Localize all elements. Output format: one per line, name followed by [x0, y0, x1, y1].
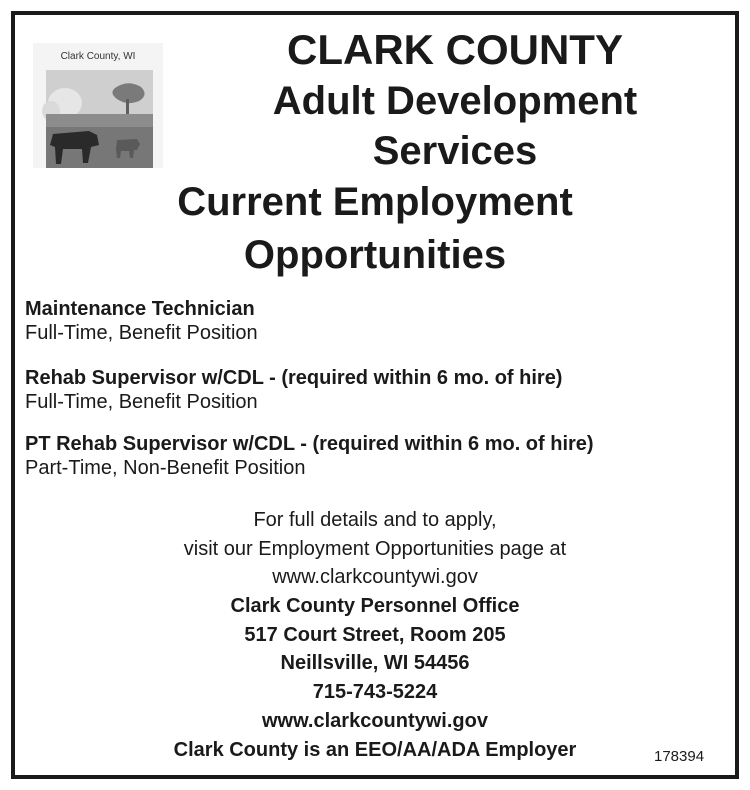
- job-title: Maintenance Technician: [25, 298, 255, 320]
- contact-phone: 715-743-5224: [312, 681, 438, 703]
- apply-website-link[interactable]: www.clarkcountywi.gov: [272, 566, 478, 588]
- ad-number: 178394: [654, 748, 705, 765]
- job-listing: [25, 432, 594, 480]
- contact-office: Clark County Personnel Office: [230, 595, 520, 617]
- job-listing: [25, 297, 258, 345]
- job-title: PT Rehab Supervisor w/CDL - (required within 6 mo. of hire): [25, 433, 594, 455]
- title-clark-county: CLARK COUNTY: [287, 26, 623, 73]
- title-adult-development: Adult Development: [272, 79, 638, 123]
- apply-instructions-line1: For full details and to apply,: [253, 509, 497, 531]
- contact-street: 517 Court Street, Room 205: [244, 624, 506, 646]
- logo-label: Clark County, WI: [60, 51, 136, 62]
- county-logo: [33, 43, 163, 168]
- job-title: Rehab Supervisor w/CDL - (required within 6 mo. of hire): [25, 367, 563, 389]
- subtitle-current-employment: Current Employment: [177, 180, 573, 224]
- title-services: Services: [372, 129, 538, 173]
- contact-website-link[interactable]: www.clarkcountywi.gov: [262, 710, 488, 732]
- job-type: Full-Time, Benefit Position: [25, 391, 258, 413]
- job-listing: [25, 366, 562, 414]
- job-type: Part-Time, Non-Benefit Position: [25, 457, 306, 479]
- eeo-statement: Clark County is an EEO/AA/ADA Employer: [173, 739, 577, 761]
- county-logo-image: [33, 43, 163, 168]
- job-type: Full-Time, Benefit Position: [25, 322, 258, 344]
- contact-city: Neillsville, WI 54456: [280, 652, 470, 674]
- apply-instructions-line2: visit our Employment Opportunities page at: [183, 538, 567, 560]
- subtitle-opportunities: Opportunities: [243, 233, 507, 277]
